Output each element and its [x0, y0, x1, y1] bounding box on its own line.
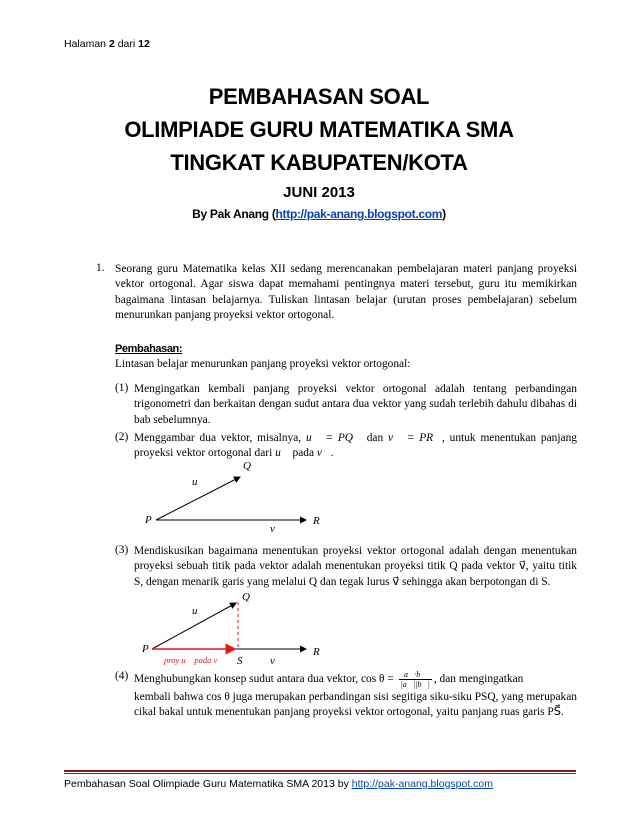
- point-s-label: S: [237, 655, 243, 667]
- question-number: 1.: [96, 262, 105, 274]
- solution-heading: Pembahasan:: [115, 343, 183, 355]
- cos-fraction: $\frac{a⃗\cdot b⃗}{|a⃗||b⃗|}$: [400, 670, 430, 689]
- vector-u-label: u⃗: [192, 476, 207, 488]
- step-3-text: Mendiskusikan bagaimana menentukan proyeksi vektor ortogonal adalah dengan menentukan proyeksi sebuah titik pada vektor adalah menentukan proyeksi titik Q pada vektor v⃗, yaitu titik S, dengan menarik garis yang melalui Q dan tegak lurus v⃗ sehingga akan berpotongan di S.: [134, 545, 577, 588]
- figure-2-projection: [130, 588, 350, 668]
- footer-rule-thin: [64, 773, 576, 774]
- title-line-1: PEMBAHASAN SOAL: [208, 84, 430, 109]
- step-4-text: kembali bahwa cos θ juga merupakan perbandingan sisi segitiga siku-siku PSQ, yang merupakan cikal bakal untuk menentukan panjang proyeksi vektor ortogonal, yaitu panjang ruas garis PS⃗.: [134, 691, 577, 719]
- point-r-label: R: [313, 646, 320, 658]
- step-4-line-1: Menghubungkan konsep sudut antara dua vektor, cos θ = $\frac{a⃗\cdot b⃗}{|a⃗||b⃗|}$ , dan mengingatkan: [134, 670, 524, 689]
- step-4-number: (4): [115, 670, 129, 682]
- page-footer: Pembahasan Soal Olimpiade Guru Matematika SMA 2013 by http://pak-anang.blogspot.com: [64, 778, 494, 790]
- date-line: JUNI 2013: [283, 184, 355, 201]
- point-p-label: P: [142, 643, 149, 655]
- point-r-label: R: [313, 515, 320, 527]
- point-q-label: Q: [243, 460, 251, 472]
- page-total: 12: [138, 38, 150, 50]
- title-line-3: TINGKAT KABUPATEN/KOTA: [170, 150, 468, 175]
- step-2-number: (2): [115, 431, 129, 443]
- projection-label: proy u⃗ pada v⃗: [164, 655, 224, 665]
- point-p-label: P: [145, 514, 152, 526]
- point-q-label: Q: [242, 591, 250, 603]
- solution-intro: Lintasan belajar menurunkan panjang proyeksi vektor ortogonal:: [115, 358, 411, 370]
- vector-u-label: u⃗: [192, 605, 207, 617]
- author-link[interactable]: http://pak-anang.blogspot.com: [275, 207, 443, 221]
- vector-v-label: v⃗: [270, 523, 284, 535]
- footer-link[interactable]: http://pak-anang.blogspot.com: [351, 778, 494, 790]
- step-1-number: (1): [115, 382, 129, 394]
- step-2-text: Menggambar dua vektor, misalnya, u⃗ = PQ⃗ dan v⃗ = PR⃗, untuk menentukan panjang proyeksi vektor ortogonal dari u⃗ pada v⃗.: [134, 432, 577, 460]
- page-number: 2: [108, 38, 115, 50]
- figure-1-vectors: [130, 455, 350, 535]
- vector-v-label: v⃗: [270, 655, 284, 667]
- author-line: By Pak Anang (http://pak-anang.blogspot.com): [192, 207, 446, 221]
- footer-rule: [64, 770, 576, 772]
- title-line-2: OLIMPIADE GURU MATEMATIKA SMA: [124, 117, 514, 142]
- question-text: Seorang guru Matematika kelas XII sedang merencanakan pembelajaran materi panjang proyeksi vektor ortogonal. Agar siswa dapat memahami pentingnya materi tersebut, guru itu memikirkan bagaimana lintasan belajarnya. Tuliskan lintasan belajar (urutan proses pembelajaran) sebelum menurunkan panjang proyeksi vektor ortogonal.: [115, 263, 577, 322]
- page-header: Halaman 2 dari 12: [64, 38, 150, 50]
- step-1-text: Mengingatkan kembali panjang proyeksi vektor ortogonal adalah tentang perbandingan trigonometri dan berkaitan dengan sudut antara dua vektor yang sudah terlebih dahulu dibahas di bab sebelumnya.: [134, 383, 577, 426]
- step-3-number: (3): [115, 544, 129, 556]
